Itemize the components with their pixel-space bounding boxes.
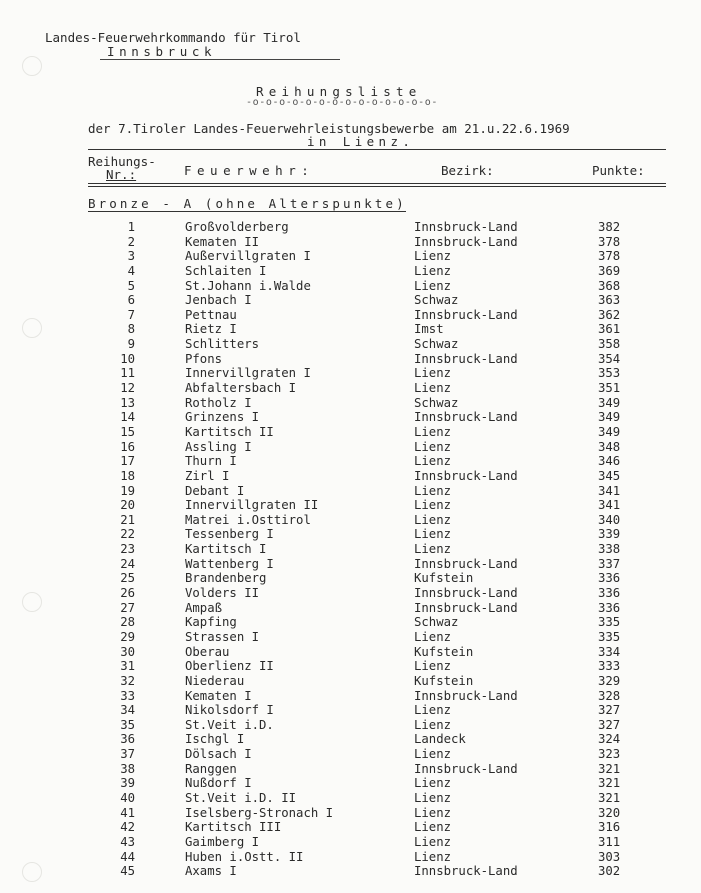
rank-cell: 18 xyxy=(120,468,135,483)
rank-cell: 10 xyxy=(120,351,135,366)
rank-cell: 33 xyxy=(120,688,135,703)
table-row xyxy=(0,440,701,455)
points-cell: 338 xyxy=(598,542,621,557)
column-header-district: Bezirk: xyxy=(441,163,494,178)
district-cell: Innsbruck-Land xyxy=(414,864,518,879)
points-cell: 363 xyxy=(598,293,621,308)
points-cell: 351 xyxy=(598,381,621,396)
table-row xyxy=(0,396,701,411)
table-row xyxy=(0,732,701,747)
table-row xyxy=(0,484,701,499)
table-row xyxy=(0,689,701,704)
table-row xyxy=(0,835,701,850)
district-cell: Innsbruck-Land xyxy=(414,586,518,601)
district-cell: Innsbruck-Land xyxy=(414,688,518,703)
table-row xyxy=(0,293,701,308)
table-row xyxy=(0,747,701,762)
district-cell: Lienz xyxy=(414,439,452,454)
rank-cell: 23 xyxy=(120,542,135,557)
points-cell: 336 xyxy=(598,586,621,601)
brigade-cell: Volders II xyxy=(185,586,260,601)
table-row xyxy=(0,674,701,689)
points-cell: 349 xyxy=(598,395,621,410)
points-cell: 303 xyxy=(598,849,621,864)
district-cell: Innsbruck-Land xyxy=(414,220,518,234)
table-row xyxy=(0,264,701,279)
rank-cell: 24 xyxy=(120,556,135,571)
points-cell: 361 xyxy=(598,322,621,337)
table-row xyxy=(0,571,701,586)
brigade-cell: Rietz I xyxy=(185,322,237,337)
document-subtitle: der 7.Tiroler Landes-Feuerwehrleistungsbewerbe am 21.u.22.6.1969 xyxy=(88,121,570,136)
district-cell: Lienz xyxy=(414,381,452,396)
header-rule-bottom xyxy=(88,186,666,187)
district-cell: Kufstein xyxy=(414,673,474,688)
district-cell: Lienz xyxy=(414,527,452,542)
district-cell: Lienz xyxy=(414,424,452,439)
district-cell: Innsbruck-Land xyxy=(414,307,518,322)
brigade-cell: Innervillgraten I xyxy=(185,366,311,381)
brigade-cell: Debant I xyxy=(185,483,245,498)
brigade-cell: Ischgl I xyxy=(185,732,245,747)
rank-cell: 14 xyxy=(120,410,135,425)
district-cell: Lienz xyxy=(414,834,452,849)
brigade-cell: St.Veit i.D. II xyxy=(185,790,297,805)
points-cell: 321 xyxy=(598,761,621,776)
rank-cell: 6 xyxy=(127,293,135,308)
brigade-cell: Kartitsch I xyxy=(185,542,267,557)
points-cell: 333 xyxy=(598,659,621,674)
table-row xyxy=(0,527,701,542)
brigade-cell: Oberlienz II xyxy=(185,659,274,674)
brigade-cell: Oberau xyxy=(185,644,230,659)
points-cell: 341 xyxy=(598,483,621,498)
rank-cell: 2 xyxy=(127,234,135,249)
points-cell: 335 xyxy=(598,615,621,630)
rank-cell: 45 xyxy=(120,864,135,879)
rank-cell: 12 xyxy=(120,381,135,396)
brigade-cell: Ampaß xyxy=(185,600,223,615)
brigade-cell: Dölsach I xyxy=(185,747,252,762)
district-cell: Lienz xyxy=(414,629,452,644)
points-cell: 378 xyxy=(598,234,621,249)
rank-cell: 5 xyxy=(127,278,135,293)
points-cell: 345 xyxy=(598,468,621,483)
table-row xyxy=(0,410,701,425)
location-line: in Lienz. xyxy=(307,134,415,149)
table-row xyxy=(0,220,701,235)
brigade-cell: Pettnau xyxy=(185,307,237,322)
district-cell: Lienz xyxy=(414,498,452,513)
district-cell: Lienz xyxy=(414,805,452,820)
district-cell: Lienz xyxy=(414,659,452,674)
points-cell: 321 xyxy=(598,790,621,805)
district-cell: Lienz xyxy=(414,483,452,498)
brigade-cell: Brandenberg xyxy=(185,571,267,586)
rank-cell: 38 xyxy=(120,761,135,776)
brigade-cell: Axams I xyxy=(185,864,237,879)
table-row xyxy=(0,337,701,352)
points-cell: 324 xyxy=(598,732,621,747)
points-cell: 321 xyxy=(598,776,621,791)
category-heading: Bronze - A (ohne Alterspunkte) xyxy=(88,196,407,211)
brigade-cell: Pfons xyxy=(185,351,223,366)
district-cell: Schwaz xyxy=(414,395,459,410)
rank-cell: 40 xyxy=(120,790,135,805)
district-cell: Innsbruck-Land xyxy=(414,410,518,425)
rank-cell: 7 xyxy=(127,307,135,322)
district-cell: Kufstein xyxy=(414,571,474,586)
points-cell: 368 xyxy=(598,278,621,293)
rank-cell: 21 xyxy=(120,512,135,527)
points-cell: 341 xyxy=(598,498,621,513)
points-cell: 337 xyxy=(598,556,621,571)
table-row xyxy=(0,542,701,557)
points-cell: 369 xyxy=(598,263,621,278)
rank-cell: 20 xyxy=(120,498,135,513)
brigade-cell: Schlitters xyxy=(185,337,260,352)
rank-cell: 25 xyxy=(120,571,135,586)
rank-cell: 42 xyxy=(120,820,135,835)
brigade-cell: Wattenberg I xyxy=(185,556,274,571)
header-underline xyxy=(100,59,340,60)
district-cell: Lienz xyxy=(414,278,452,293)
points-cell: 353 xyxy=(598,366,621,381)
points-cell: 349 xyxy=(598,424,621,439)
rank-cell: 29 xyxy=(120,629,135,644)
punch-hole-mark xyxy=(22,56,42,76)
table-row xyxy=(0,322,701,337)
points-cell: 382 xyxy=(598,220,621,234)
points-cell: 311 xyxy=(598,834,621,849)
brigade-cell: Tessenberg I xyxy=(185,527,274,542)
points-cell: 327 xyxy=(598,717,621,732)
brigade-cell: Schlaiten I xyxy=(185,263,267,278)
district-cell: Lienz xyxy=(414,820,452,835)
table-row xyxy=(0,513,701,528)
rank-cell: 27 xyxy=(120,600,135,615)
column-header-points: Punkte: xyxy=(592,163,645,178)
district-cell: Lienz xyxy=(414,454,452,469)
brigade-cell: Zirl I xyxy=(185,468,230,483)
rank-cell: 44 xyxy=(120,849,135,864)
points-cell: 348 xyxy=(598,439,621,454)
rank-cell: 19 xyxy=(120,483,135,498)
rank-cell: 30 xyxy=(120,644,135,659)
rank-cell: 9 xyxy=(127,337,135,352)
rank-cell: 35 xyxy=(120,717,135,732)
table-row xyxy=(0,864,701,879)
brigade-cell: Nußdorf I xyxy=(185,776,252,791)
points-cell: 328 xyxy=(598,688,621,703)
table-row xyxy=(0,762,701,777)
district-cell: Lienz xyxy=(414,849,452,864)
rank-cell: 39 xyxy=(120,776,135,791)
points-cell: 327 xyxy=(598,703,621,718)
brigade-cell: St.Johann i.Walde xyxy=(185,278,311,293)
district-cell: Innsbruck-Land xyxy=(414,761,518,776)
district-cell: Lienz xyxy=(414,747,452,762)
table-row xyxy=(0,279,701,294)
district-cell: Lienz xyxy=(414,366,452,381)
rank-cell: 28 xyxy=(120,615,135,630)
points-cell: 362 xyxy=(598,307,621,322)
brigade-cell: Rotholz I xyxy=(185,395,252,410)
points-cell: 346 xyxy=(598,454,621,469)
table-row xyxy=(0,718,701,733)
rank-cell: 8 xyxy=(127,322,135,337)
points-cell: 336 xyxy=(598,600,621,615)
points-cell: 334 xyxy=(598,644,621,659)
organization-name: Landes-Feuerwehrkommando für Tirol xyxy=(45,30,301,45)
brigade-cell: Matrei i.Osttirol xyxy=(185,512,311,527)
brigade-cell: Kartitsch II xyxy=(185,424,274,439)
document-title: Reihungsliste xyxy=(256,84,422,99)
brigade-cell: Jenbach I xyxy=(185,293,252,308)
table-row xyxy=(0,469,701,484)
points-cell: 349 xyxy=(598,410,621,425)
table-row xyxy=(0,235,701,250)
points-cell: 358 xyxy=(598,337,621,352)
category-underline xyxy=(88,211,406,212)
rank-cell: 13 xyxy=(120,395,135,410)
title-decoration: -o-o-o-o-o-o-o-o-o-o-o-o-o-o- xyxy=(246,97,438,108)
table-row xyxy=(0,498,701,513)
district-cell: Lienz xyxy=(414,776,452,791)
district-cell: Lienz xyxy=(414,542,452,557)
brigade-cell: Kartitsch III xyxy=(185,820,282,835)
brigade-cell: Außervillgraten I xyxy=(185,249,311,264)
table-row xyxy=(0,776,701,791)
rank-cell: 4 xyxy=(127,263,135,278)
brigade-cell: Huben i.Ostt. II xyxy=(185,849,304,864)
rank-cell: 15 xyxy=(120,424,135,439)
district-cell: Landeck xyxy=(414,732,466,747)
rank-cell: 22 xyxy=(120,527,135,542)
rank-cell: 17 xyxy=(120,454,135,469)
brigade-cell: Ranggen xyxy=(185,761,237,776)
rank-cell: 36 xyxy=(120,732,135,747)
table-row xyxy=(0,586,701,601)
column-header-rank: Reihungs- xyxy=(88,154,156,169)
rank-cell: 16 xyxy=(120,439,135,454)
brigade-cell: Thurn I xyxy=(185,454,237,469)
brigade-cell: Innervillgraten II xyxy=(185,498,319,513)
district-cell: Lienz xyxy=(414,790,452,805)
rank-cell: 1 xyxy=(127,220,135,234)
points-cell: 316 xyxy=(598,820,621,835)
table-row xyxy=(0,308,701,323)
points-cell: 336 xyxy=(598,571,621,586)
district-cell: Innsbruck-Land xyxy=(414,351,518,366)
points-cell: 302 xyxy=(598,864,621,879)
table-row xyxy=(0,366,701,381)
brigade-cell: Niederau xyxy=(185,673,245,688)
district-cell: Lienz xyxy=(414,717,452,732)
rank-cell: 41 xyxy=(120,805,135,820)
rank-cell: 43 xyxy=(120,834,135,849)
brigade-cell: St.Veit i.D. xyxy=(185,717,274,732)
table-row xyxy=(0,659,701,674)
column-header-rank-nr: Nr.: xyxy=(106,167,137,182)
rank-cell: 11 xyxy=(120,366,135,381)
table-row xyxy=(0,352,701,367)
table-row xyxy=(0,850,701,865)
table-row xyxy=(0,806,701,821)
table-row xyxy=(0,425,701,440)
brigade-cell: Assling I xyxy=(185,439,252,454)
table-row xyxy=(0,381,701,396)
column-header-brigade: Feuerwehr: xyxy=(184,163,315,178)
district-cell: Lienz xyxy=(414,263,452,278)
district-cell: Schwaz xyxy=(414,337,459,352)
rank-cell: 3 xyxy=(127,249,135,264)
district-cell: Lienz xyxy=(414,703,452,718)
brigade-cell: Strassen I xyxy=(185,629,260,644)
brigade-cell: Gaimberg I xyxy=(185,834,260,849)
rank-cell: 26 xyxy=(120,586,135,601)
district-cell: Lienz xyxy=(414,249,452,264)
points-cell: 335 xyxy=(598,629,621,644)
rank-cell: 37 xyxy=(120,747,135,762)
district-cell: Innsbruck-Land xyxy=(414,556,518,571)
district-cell: Schwaz xyxy=(414,615,459,630)
table-row xyxy=(0,557,701,572)
points-cell: 340 xyxy=(598,512,621,527)
header-rule-top xyxy=(88,183,666,184)
district-cell: Innsbruck-Land xyxy=(414,600,518,615)
brigade-cell: Kematen I xyxy=(185,688,252,703)
city-name: Innsbruck xyxy=(107,44,217,59)
brigade-cell: Großvolderberg xyxy=(185,220,289,234)
table-row xyxy=(0,249,701,264)
table-row xyxy=(0,615,701,630)
points-cell: 323 xyxy=(598,747,621,762)
table-row xyxy=(0,645,701,660)
brigade-cell: Iselsberg-Stronach I xyxy=(185,805,334,820)
rank-cell: 31 xyxy=(120,659,135,674)
brigade-cell: Nikolsdorf I xyxy=(185,703,274,718)
brigade-cell: Kapfing xyxy=(185,615,237,630)
district-cell: Schwaz xyxy=(414,293,459,308)
table-row xyxy=(0,601,701,616)
rank-cell: 34 xyxy=(120,703,135,718)
district-cell: Imst xyxy=(414,322,444,337)
table-row xyxy=(0,454,701,469)
ranking-table xyxy=(0,220,701,879)
rank-cell: 32 xyxy=(120,673,135,688)
district-cell: Kufstein xyxy=(414,644,474,659)
brigade-cell: Grinzens I xyxy=(185,410,260,425)
subtitle-rule xyxy=(88,149,666,150)
brigade-cell: Abfaltersbach I xyxy=(185,381,297,396)
points-cell: 329 xyxy=(598,673,621,688)
table-row xyxy=(0,630,701,645)
table-row xyxy=(0,820,701,835)
points-cell: 378 xyxy=(598,249,621,264)
district-cell: Innsbruck-Land xyxy=(414,234,518,249)
points-cell: 354 xyxy=(598,351,621,366)
table-row xyxy=(0,791,701,806)
points-cell: 339 xyxy=(598,527,621,542)
points-cell: 320 xyxy=(598,805,621,820)
table-row xyxy=(0,703,701,718)
district-cell: Innsbruck-Land xyxy=(414,468,518,483)
brigade-cell: Kematen II xyxy=(185,234,260,249)
district-cell: Lienz xyxy=(414,512,452,527)
